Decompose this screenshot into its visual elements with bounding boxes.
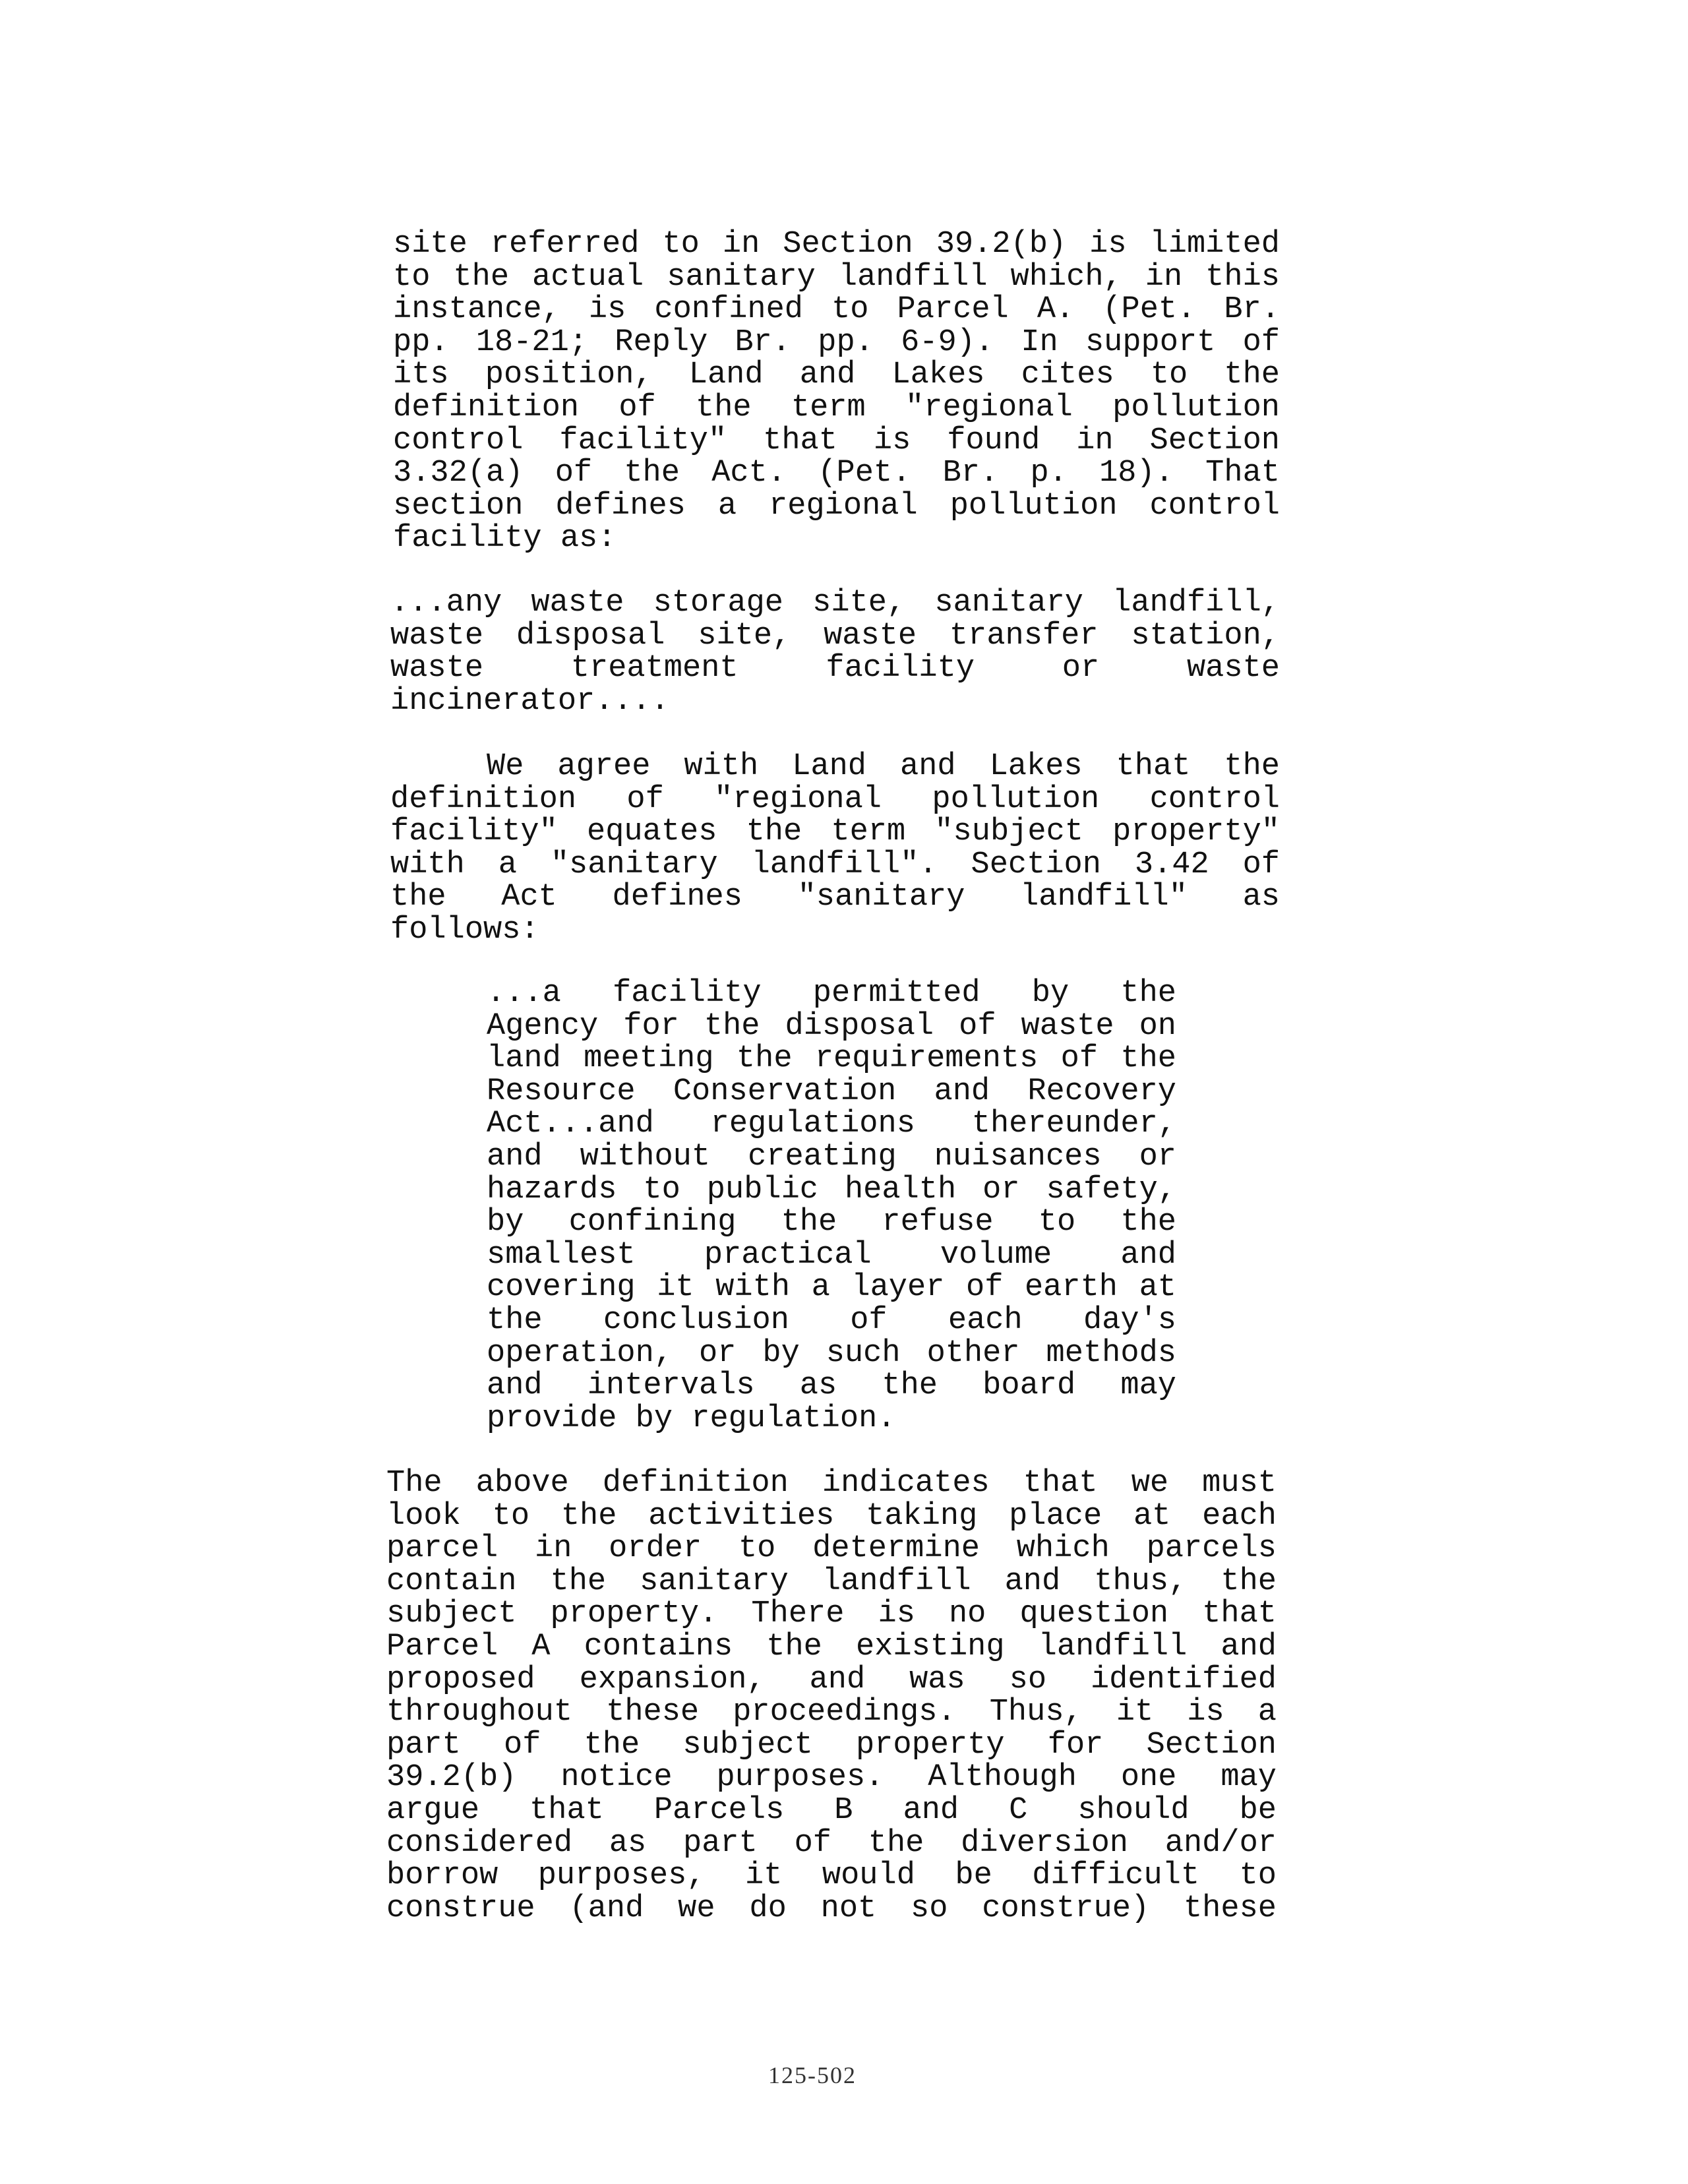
text-line: Act...and regulations thereunder,: [487, 1107, 1176, 1142]
text-line: section defines a regional pollution control: [393, 488, 1280, 524]
paragraph-we-agree: [390, 750, 1280, 947]
page-number: 125-502: [768, 2062, 857, 2088]
text-line: 3.32(a) of the Act. (Pet. Br. p. 18). That: [393, 456, 1280, 491]
text-line: the conclusion of each day's: [487, 1302, 1176, 1338]
text-line: and intervals as the board may: [487, 1368, 1176, 1404]
text-line: argue that Parcels B and C should be: [386, 1792, 1277, 1828]
text-line: instance, is confined to Parcel A. (Pet. Br.: [393, 292, 1280, 328]
text-line: facility" equates the term "subject property": [390, 814, 1280, 850]
text-line: with a "sanitary landfill". Section 3.42 of: [390, 847, 1280, 882]
text-line: look to the activities taking place at each: [386, 1498, 1277, 1534]
paragraph-above-definition: [386, 1467, 1277, 1925]
text-line: proposed expansion, and was so identified: [386, 1662, 1277, 1697]
text-line: parcel in order to determine which parcels: [386, 1531, 1277, 1567]
paragraph-site-referred: [393, 228, 1280, 555]
text-line: site referred to in Section 39.2(b) is limited: [393, 227, 1280, 262]
quote-sanitary-landfill-definition: [487, 977, 1176, 1435]
text-line: Agency for the disposal of waste on: [487, 1008, 1176, 1044]
text-line: and without creating nuisances or: [487, 1139, 1176, 1174]
text-line: definition of the term "regional pollution: [393, 390, 1280, 425]
text-line: by confining the refuse to the: [487, 1205, 1176, 1240]
text-line: ...a facility permitted by the: [487, 976, 1176, 1011]
text-line: waste treatment facility or waste: [390, 651, 1280, 686]
quote-regional-pollution-control-facility: [390, 587, 1280, 717]
text-line: ...any waste storage site, sanitary landfill,: [390, 586, 1280, 621]
text-line: hazards to public health or safety,: [487, 1172, 1176, 1207]
text-line: considered as part of the diversion and/or: [386, 1825, 1277, 1861]
text-line: smallest practical volume and: [487, 1237, 1176, 1273]
text-line: pp. 18-21; Reply Br. pp. 6-9). In support of: [393, 324, 1280, 360]
text-line: waste disposal site, waste transfer station,: [390, 618, 1280, 653]
text-line: borrow purposes, it would be difficult to: [386, 1858, 1277, 1894]
text-line: subject property. There is no question that: [386, 1596, 1277, 1632]
text-line: follows:: [390, 912, 539, 948]
text-line: definition of "regional pollution control: [390, 781, 1280, 817]
text-line: contain the sanitary landfill and thus, the: [386, 1563, 1277, 1599]
text-line: 39.2(b) notice purposes. Although one may: [386, 1760, 1277, 1796]
text-line: We agree with Land and Lakes that the: [487, 749, 1280, 784]
text-line: facility as:: [393, 521, 617, 557]
text-line: to the actual sanitary landfill which, in this: [393, 259, 1280, 295]
text-line: incinerator....: [390, 683, 670, 719]
text-line: its position, Land and Lakes cites to the: [393, 357, 1280, 393]
text-line: the Act defines "sanitary landfill" as: [390, 880, 1280, 915]
text-line: throughout these proceedings. Thus, it is a: [386, 1695, 1277, 1730]
text-line: The above definition indicates that we must: [386, 1466, 1277, 1501]
text-line: provide by regulation.: [487, 1401, 896, 1436]
text-line: land meeting the requirements of the: [487, 1041, 1176, 1077]
text-line: covering it with a layer of earth at: [487, 1270, 1176, 1306]
text-line: operation, or by such other methods: [487, 1335, 1176, 1371]
text-line: Resource Conservation and Recovery: [487, 1074, 1176, 1109]
text-line: Parcel A contains the existing landfill and: [386, 1629, 1277, 1664]
text-line: control facility" that is found in Section: [393, 423, 1280, 458]
text-line: construe (and we do not so construe) these: [386, 1891, 1277, 1926]
text-line: part of the subject property for Section: [386, 1727, 1277, 1763]
